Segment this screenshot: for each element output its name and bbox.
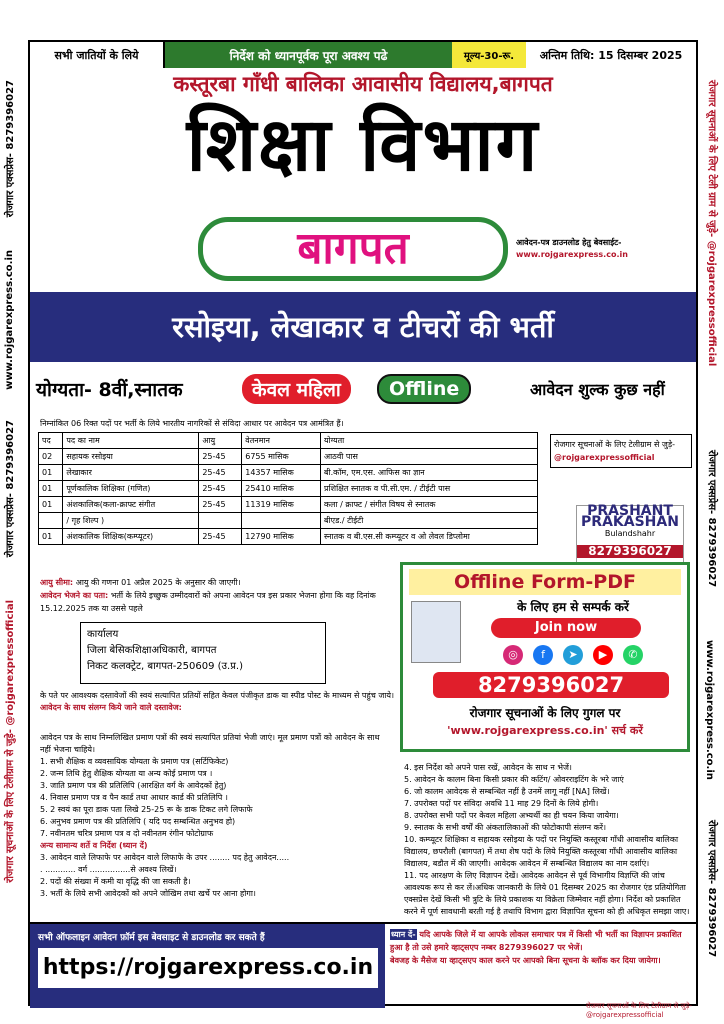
docs-label: आवेदन के साथ संलग्न किये जाने वाले दस्तावेज:: [40, 703, 182, 712]
telegram-handle[interactable]: @rojgarexpressofficial: [554, 453, 655, 462]
publisher-place: Bulandshahr: [604, 529, 656, 538]
top-bar: [30, 42, 696, 68]
side-text-right-bottom: रोजगार एक्सप्रेस- 8279396027: [706, 820, 717, 958]
youtube-icon[interactable]: ▶: [593, 645, 613, 665]
table-header-row: [39, 433, 538, 449]
post-text: के पते पर आवश्यक दस्तावेजों की स्वयं सत्यापित प्रतियों सहित केवल पंजीकृत डाक या स्पीड पोस्ट के माध्यम से पहुंच जाये।: [40, 691, 395, 700]
table-cell: 11319 मासिक: [242, 497, 321, 513]
side-text-left-low: रोजगार एक्सप्रेस- 8279396027: [5, 420, 16, 558]
instruction-label: निर्देश को ध्यानपूर्वक पूरा अवश्य पढे: [165, 42, 452, 68]
side-text-left-mid: www.rojgarexpress.co.in: [4, 250, 15, 390]
table-cell: [39, 513, 63, 529]
telegram-icon[interactable]: ➤: [563, 645, 583, 665]
table-cell: अंशकालिक(कला-क्राफ्ट संगीत: [63, 497, 199, 513]
list-item: 3. जाति प्रमाण पत्र की प्रतिलिपि (आरक्षित वर्ग के आवेदकों हेतु): [40, 781, 227, 790]
table-header-cell: योग्यता: [321, 433, 538, 449]
table-row: [39, 481, 538, 497]
table-header-cell: पद का नाम: [63, 433, 199, 449]
list-item: 2. पदों की संख्या में कमी या वृद्धि की जा सकती है।: [40, 877, 191, 886]
table-row: [39, 465, 538, 481]
notice-text: यदि आपके जिले में या आपके लोकल समाचार पत्र में किसी भी भर्ती का विज्ञापन प्रकाशित हुआ है तो उसे हमारे व्हाट्सएप नम्बर 8279396027 पर भेजें।: [390, 930, 682, 952]
spam-text: बेवजह के मैसेज या व्हाट्सएप काल करने पर आपको बिना सूचना के ब्लॉक कर दिया जायेगा।: [390, 956, 661, 965]
side-text-left-bottom: रोजगार सूचनाओं के लिए टेलीग्राम से जुड़े- @rojgarexpressofficial: [5, 600, 16, 883]
table-cell: स्नातक व बी.एस.सी कम्प्यूटर व ओ लेवल डिप्लोमा: [321, 529, 538, 545]
list-item: 7. नवीनतम चरित्र प्रमाण पत्र व दो नवीनतम रंगीन फोटोग्राफ: [40, 829, 214, 838]
recruitment-banner: रसोइया, लेखाकार व टीचरों की भर्ती: [30, 292, 696, 362]
table-cell: / गृह शिल्प ): [63, 513, 199, 529]
telegram-text: रोजगार सूचनाओं के लिए टेलीग्राम से जुड़े-: [554, 440, 676, 449]
publisher-name: PRASHANT PRAKASHAN: [581, 503, 679, 530]
ad-title: Offline Form-PDF: [409, 569, 681, 595]
social-icons: [473, 645, 673, 665]
table-cell: [242, 513, 321, 529]
ad-phone: 8279396027: [433, 672, 669, 698]
join-now-button[interactable]: Join now: [491, 618, 641, 638]
list-item: 2. जन्म तिथि हेतु शैक्षिक योग्यता या अन्य कोई प्रमाण पत्र ।: [40, 769, 213, 778]
table-cell: 25-45: [199, 481, 242, 497]
download-label: आवेदन-पत्र डाउनलोड हेतु बेवसाईट-: [516, 238, 622, 247]
table-cell: 25410 मासिक: [242, 481, 321, 497]
list-item: 4. निवास प्रमाण पत्र व पैन कार्ड तथा आधार कार्ड की प्रतिलिपि ।: [40, 793, 228, 802]
address-line-2: जिला बेसिकशिक्षाअधिकारी, बागपत: [87, 645, 217, 656]
instagram-icon[interactable]: ◎: [503, 645, 523, 665]
address-line-1: कार्यालय: [87, 629, 119, 640]
table-cell: अंशकालिक शिक्षिक(कम्प्यूटर): [63, 529, 199, 545]
table-cell: बी.कॉम, एम.एस. आफिस का ज्ञान: [321, 465, 538, 481]
side-text-right-top: रोजगार सूचनाओं के लिए टेली ग्राम से जुड़े- @rojgarexpressofficial: [706, 80, 717, 367]
table-cell: पूर्णकालिक शिक्षिका (गणित): [63, 481, 199, 497]
footer-url[interactable]: https://rojgarexpress.co.in: [38, 948, 378, 988]
facebook-icon[interactable]: f: [533, 645, 553, 665]
table-cell: प्रशिक्षित स्नातक व पी.सी.एम. / टीईटी पास: [321, 481, 538, 497]
table-cell: 25-45: [199, 465, 242, 481]
footer-download-text: सभी ऑफलाइन आवेदन फ़ॉर्म इस बेवसाइट से डाउनलोड कर सकते हैं: [38, 933, 265, 943]
table-cell: 01: [39, 497, 63, 513]
ad-contact: के लिए हम से सम्पर्क करें: [517, 600, 629, 614]
table-body: [39, 449, 538, 545]
eligibility-label: योग्यता- 8वीं,स्नातक: [36, 379, 183, 401]
list-item: 7. उपरोक्त पदों पर संविदा अवधि 11 माह 29 दिनों के लिये होगी।: [404, 799, 599, 808]
table-cell: सहायक रसोइया: [63, 449, 199, 465]
intro-text: निम्नांकित 06 रिक्त पदों पर भर्ती के लिये भारतीय नागरिकों से संविदा आधार पर आवेदन पत्र आमंत्रित हैं।: [40, 419, 344, 428]
footer-small-text: रोजगार सूचनाओं के लिए टेलीग्राम से जुड़े- @rojgarexpressofficial: [586, 1002, 692, 1019]
offline-badge: Offline: [377, 374, 471, 404]
list-item: 3. आवेदन वाले लिफाफे पर आवेदन वाले लिफाफे के उपर ........ पद हेतु आवेदन.....: [40, 853, 290, 862]
left-instructions: [40, 732, 390, 900]
table-cell: 12790 मासिक: [242, 529, 321, 545]
table-row: [39, 449, 538, 465]
table-cell: लेखाकार: [63, 465, 199, 481]
offline-form-ad: [400, 562, 690, 752]
notice-page: [28, 40, 698, 1019]
right-items: [404, 762, 694, 918]
download-info: [516, 237, 696, 261]
side-text-right-mid: रोजगार एक्सप्रेस- 8279396027: [706, 450, 717, 588]
district-name: बागपत: [198, 217, 508, 281]
table-header-cell: वेतनमान: [242, 433, 321, 449]
list-item: 6. जो कालम आवेदक से सम्बन्धित नहीं है उनमें लागू नहीं [NA] लिखें।: [404, 787, 610, 796]
side-text-left-top: रोजगार एक्सप्रेस- 8279396027: [5, 80, 16, 218]
school-name: कस्तूरबा गाँधी बालिका आवासीय विद्यालय,बागपत: [173, 72, 553, 96]
table-cell: 01: [39, 529, 63, 545]
table-cell: 25-45: [199, 497, 242, 513]
left-intro: आवेदन पत्र के साथ निम्नलिखित प्रमाण पत्रों की स्वयं सत्यापित प्रतियां भेजी जाएं। मूल प्रमाण पत्रों को आवेदन के साथ नहीं भेजना चाहिये।: [40, 733, 380, 754]
side-text-right-low: www.rojgarexpress.co.in: [704, 640, 715, 780]
price-label: मूल्य-30-रू.: [452, 42, 526, 68]
footer: [30, 922, 696, 1019]
post-section: [40, 690, 420, 714]
table-header-cell: आयु: [199, 433, 242, 449]
age-label: आयु सीमा:: [40, 578, 74, 587]
address-box: [80, 622, 326, 684]
list-item: 1. सभी शैक्षिक व व्यवसायिक योग्यता के प्रमाण पत्र (सर्टिफिकेट): [40, 757, 229, 766]
last-date-label: अन्तिम तिथि: 15 दिसम्बर 2025: [539, 48, 683, 62]
footer-download: [30, 924, 385, 1008]
department-title: शिक्षा विभाग: [186, 102, 540, 188]
left-items: [40, 756, 390, 840]
send-text: भर्ती के लिये इच्छुक उम्मीदवारों को अपना आवेदन पत्र इस प्रकार भेजना होगा कि वह दिनांक 15.12.2025 तक या उससे पहले: [40, 591, 376, 613]
posts-table: [38, 432, 538, 545]
table-cell: 25-45: [199, 529, 242, 545]
table-cell: 25-45: [199, 449, 242, 465]
download-url[interactable]: www.rojgarexpress.co.in: [516, 250, 628, 259]
info-section: [40, 576, 420, 615]
ad-google-text: रोजगार सूचनाओं के लिए गुगल पर: [469, 706, 621, 720]
table-row: [39, 497, 538, 513]
table-cell: 01: [39, 465, 63, 481]
table-cell: [199, 513, 242, 529]
table-cell: 14357 मासिक: [242, 465, 321, 481]
ad-site-text: 'www.rojgarexpress.co.in' सर्च करें: [447, 724, 643, 737]
table-row: [39, 529, 538, 545]
list-item: . ............ वर्ग ................से अवश्य लिखें।: [40, 865, 177, 874]
table-cell: 01: [39, 481, 63, 497]
right-instructions: [404, 762, 694, 918]
qualification-row: [30, 370, 696, 410]
send-label: आवेदन भेजने का पता:: [40, 591, 109, 600]
form-document-icon: [411, 601, 461, 663]
list-item: 3. भर्ती के लिये सभी आवेदकों को अपने जोखिम तथा खर्चे पर आना होगा।: [40, 889, 256, 898]
age-text: आयु की गणना 01 अप्रैल 2025 के अनुसार की जाएगी।: [75, 578, 241, 587]
notice-label: ध्यान दें-: [391, 930, 416, 939]
list-item: 10. कम्प्यूटर शिक्षिका व सहायक रसोइया के पदों पर नियुक्ति कस्तूरबा गाँधी आवासीय बालिका विद्यालय, छपरौली (बागपत) में तथा शेष पदों के लिये नियुक्ति कस्तूरबा गाँधी आवासीय बालिका विद्यालय, बडौत में की जाएगी। आवेदक आवेदन में सम्बन्धित विद्यालय का नाम दर्शाएं।: [404, 835, 679, 868]
publisher-phone: 8279396027: [577, 545, 683, 558]
whatsapp-icon[interactable]: ✆: [623, 645, 643, 665]
list-item: 9. स्नातक के सभी वर्षों की अंकतालिकाओं की फोटोकापी संलग्न करें।: [404, 823, 607, 832]
list-item: 5. 2 स्वयं का पूरा डाक पता लिखे 25-25 रू के डाक टिकट लगे लिफाफे: [40, 805, 253, 814]
fee-label: आवेदन शुल्क कुछ नहीं: [530, 380, 665, 399]
all-castes-label: सभी जातियों के लिये: [30, 42, 165, 68]
telegram-box: [550, 434, 692, 468]
table-cell: बीएड./ टीईटी: [321, 513, 538, 529]
list-item: 4. इस निर्देश को अपने पास रखें, आवेदन के साथ न भेजें।: [404, 763, 572, 772]
list-item: 6. अनुभव प्रमाण पत्र की प्रतिलिपि ( यदि पद सम्बन्धित अनुभव हो): [40, 817, 236, 826]
list-item: 8. उपरोक्त सभी पदों पर केवल महिला अभ्यर्थी का ही चयन किया जायेगा।: [404, 811, 619, 820]
women-only-badge: केवल महिला: [242, 374, 351, 404]
other-label: अन्य सामान्य शर्ते व निर्देश (ध्यान दें): [40, 841, 148, 850]
table-cell: आठवी पास: [321, 449, 538, 465]
footer-notice: [390, 928, 690, 967]
table-cell: 02: [39, 449, 63, 465]
table-cell: 6755 मासिक: [242, 449, 321, 465]
table-row: [39, 513, 538, 529]
address-line-3: निकट कलक्ट्रेट, बागपत-250609 (उ.प्र.): [87, 661, 243, 672]
other-items: [40, 852, 390, 900]
list-item: 5. आवेदन के कालम बिना किसी प्रकार की कटिंग/ ओवरराइटिंग के भरे जाएं: [404, 775, 624, 784]
table-header-cell: पद: [39, 433, 63, 449]
list-item: 11. पद आरक्षण के लिए विज्ञापन देखें। आवेदक आवेदन से पूर्व विभागीय विज्ञप्ति की जांच आवश्यक रूप से कर लें।अधिक जानकारी के लिये 01 दिसम्बर 2025 का रोजगार एंड प्रतियोगिता एक्सप्रेस देखें किसी भी त्रुटि के लिये प्रकाशक या विक्रेता जिम्मेवार नहीं होगा। निर्देश को प्रकाशित करने में पूर्ण सावधानी बरती गई है तथापि विभाग द्वारा विज्ञापित सूचना को ही अधिकृत समझा जाए।: [404, 871, 690, 916]
table-cell: कला / क्राफ्ट / संगीत विषय से स्नातक: [321, 497, 538, 513]
